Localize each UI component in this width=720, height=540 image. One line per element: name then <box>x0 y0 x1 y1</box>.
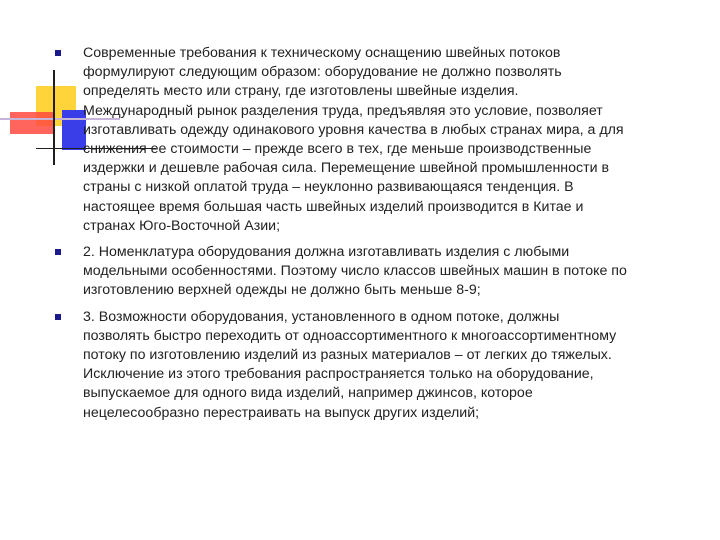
bullet-item-1 <box>0 44 720 236</box>
square-bullet-icon <box>55 50 61 56</box>
bullet-text-2: 2. Номенклатура оборудования должна изготавливать изделия с любыми модельными особенностями. Поэтому число классов швейных машин в потоке по изготовлению верхней одежды не должно быть меньше 8-9; <box>83 244 627 299</box>
bullet-text-1: Современные требования к техническому оснащению швейных потоков формулируют следующим образом: оборудование не должно позволять определять место или страну, где изготовлены швейные изделия. Международный рынок разделения труда, предъявляя это условие, позволяет изготавливать одежду одинакового уровня качества в любых странах мира, а для снижения ее стоимости – прежде всего в тех, где меньше производственные издержки и дешевле рабочая сила. Перемещение швейной промышленности в страны с низкой оплатой труда – неуклонно развивающаяся тенденция. В настоящее время большая часть швейных изделий производится в Китае и странах Юго-Восточной Азии; <box>83 45 624 234</box>
square-bullet-icon <box>55 249 61 255</box>
bullet-item-3 <box>0 308 720 423</box>
bullet-text-3: 3. Возможности оборудования, установленного в одном потоке, должны позволять быстро переходить от одноассортиментного к многоассортиментному потоку по изготовлению изделий из разных материалов – от легких до тяжелых. Исключение из этого требования распространяется только на оборудование, выпускаемое для одного вида изделий, например джинсов, которое нецелесообразно перестраивать на выпуск других изделий; <box>83 308 617 421</box>
bullet-item-2 <box>0 243 720 301</box>
square-bullet-icon <box>55 314 61 320</box>
slide-content <box>0 44 720 430</box>
